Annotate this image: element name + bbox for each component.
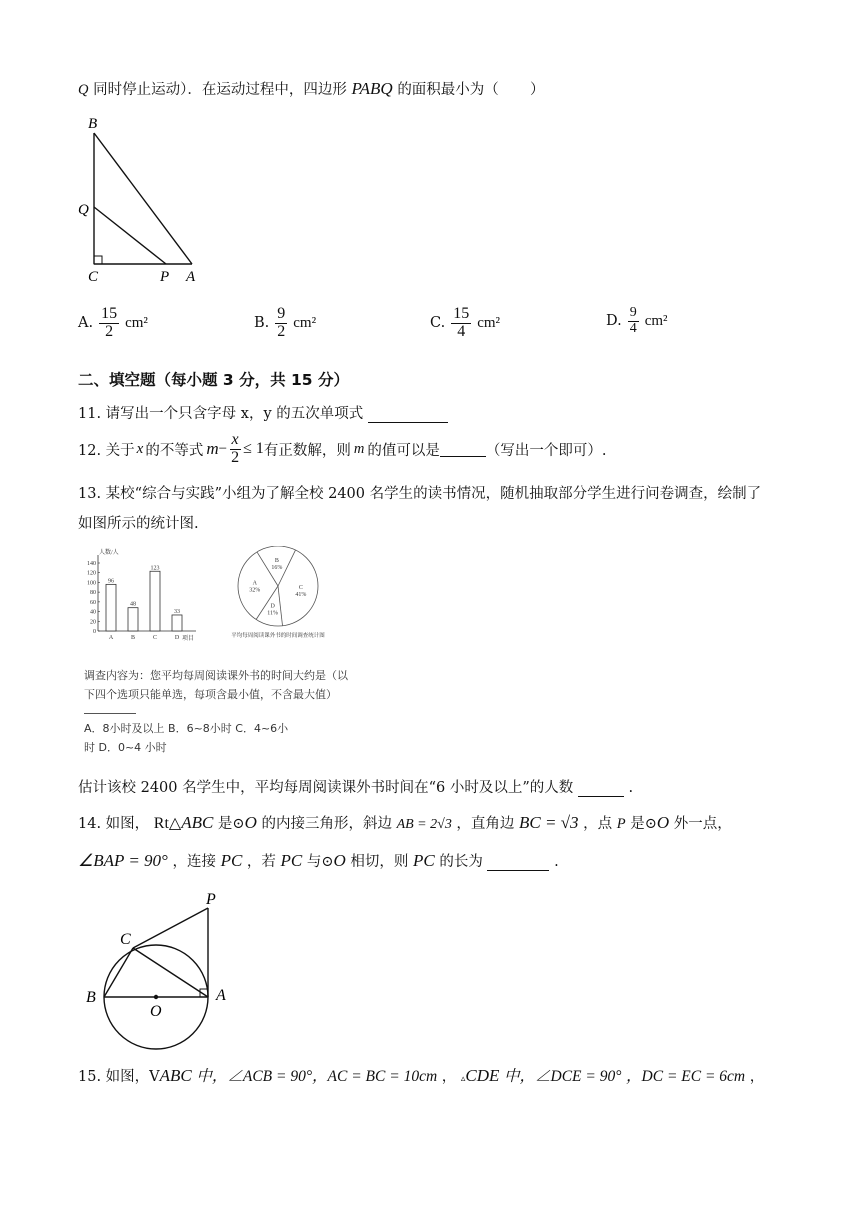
option-a-unit: cm² [125,314,148,331]
bar-B [128,608,138,631]
label-a: A [186,269,196,285]
q14-text-l: 的长为 [439,854,483,870]
bar-x-axis-label: 项目 [182,636,195,642]
var-p: P [616,816,626,832]
rt-triangle: Rt△ [153,815,182,832]
var-o2: O [656,813,670,832]
survey-line3: A．8小时及以上 B．6~8小时 C．4~6小 [84,722,289,735]
option-b-unit: cm² [293,314,317,331]
label-p2: P [206,891,216,908]
bar-y-tick-label: 140 [87,561,96,567]
q15-text-d: 中，∠DCE = 90° [504,1068,622,1085]
label-o2: O [150,1003,162,1020]
bar-value-label: 33 [174,608,180,615]
q15-text-e: ，DC = EC = 6cm [626,1068,746,1085]
q14-text-d: ，直角边 [456,816,515,832]
q13-line2: 如图所示的统计图. [78,516,199,532]
q11-text: 11. 请写出一个只含字母 x，y 的五次单项式 [78,406,364,422]
bar-y-axis-label: 人数/人 [99,550,119,556]
minus-sign: − [218,440,228,457]
option-d-letter: D. [606,313,622,330]
survey-line4: 时 D．0~4 小时 [84,741,167,754]
bar-y-tick-label: 60 [90,599,96,606]
bar-category-label: D [174,635,180,641]
section-heading: 二、填空题（每小题 3 分，共 15 分） [78,371,349,389]
bar-y-tick-label: 120 [87,570,96,577]
label-a2: A [216,987,226,1004]
label-p: P [160,269,170,285]
pie-label: B [274,557,279,564]
pie-value-label: 41% [295,591,307,598]
var-pc2: PC [280,851,303,870]
q14-text-end: . [554,854,559,870]
q13-question-end: . [628,780,634,796]
bar-category-label: B [130,635,136,641]
bar-y-tick-label: 80 [90,590,96,597]
q12-mid2: 有正数解，则 [263,442,351,459]
q14-text-j: 与⊙ [306,854,334,870]
var-m: m [206,439,219,459]
option-a[interactable] [78,306,148,341]
ab-equation: AB = 2√3 [396,817,452,832]
label-q: Q [78,202,89,218]
q14-text-e: ，点 [583,816,613,832]
pie-value-label: 32% [249,587,261,594]
option-d-fraction: $\frac{9}{4}$ [629,305,637,336]
q12-answer-blank[interactable] [440,442,486,457]
pie-value-label: 16% [271,564,283,571]
bar-chart [82,545,212,645]
pie-value-label: 11% [267,610,279,617]
survey-line1: 调查内容为：您平均每周阅读课外书的时间大约是（以 [84,669,348,682]
q14-text-i: ，若 [246,854,276,870]
option-c-letter: C. [430,315,446,332]
bar-value-label: 96 [108,578,114,585]
q14-circle-figure [80,886,250,1056]
option-c-fraction: $\frac{15}{4}$ [453,305,470,340]
bar-category-label: A [108,635,114,641]
var-x: x [136,440,144,457]
q10-text-a: 同时停止运动）．在运动过程中，四边形 [93,82,347,98]
q14-text-f: 是⊙ [630,816,657,832]
q13-question-text: 估计该校 2400 名学生中，平均每周阅读课外书时间在“6 小时及以上”的人数 [78,780,574,796]
q15-text-a: 15. 如图，V [78,1069,160,1085]
option-b[interactable] [254,306,316,341]
survey-line2: 下四个选项只能单选，每项含最小值，不含最大值） [84,688,337,701]
bar-value-label: 123 [150,565,160,572]
option-d[interactable] [606,306,668,336]
q12-mid3: 的值可以是 [367,442,440,459]
q14-line1 [78,812,732,833]
var-q: Q [78,82,89,98]
angle-bap: ∠BAP = 90° [78,851,168,870]
q10-stem-tail [78,78,545,99]
q14-text-b: 是⊙ [217,816,245,832]
bar-y-tick-label: 0 [93,629,96,635]
label-b: B [88,116,98,132]
q14-text-c: 的内接三角形，斜边 [261,816,392,832]
q11-answer-blank[interactable] [368,408,448,423]
bar-y-tick-label: 20 [90,619,96,626]
bc-equation: BC = √3 [519,813,579,832]
q14-answer-blank[interactable] [487,856,549,871]
bar-value-label: 48 [130,601,136,608]
pie-chart [226,546,346,646]
bar-y-tick-label: 100 [87,580,96,587]
q13-line1: 13. 某校“综合与实践”小组为了解全校 2400 名学生的读书情况，随机抽取部分学生进行问卷调查，绘制了 [78,486,762,502]
label-c2: C [120,931,131,948]
pie-label: C [298,584,303,591]
q12-mid1: 的不等式 [145,442,204,459]
q10-triangle-figure [74,108,214,288]
option-c[interactable] [430,306,500,341]
option-c-unit: cm² [477,314,501,331]
bar-y-tick-label: 40 [90,609,96,616]
pie-label: A [252,580,257,587]
q12-fraction: $\frac{x}{2}$ [231,431,240,466]
option-a-letter: A. [78,315,94,332]
q13-question [78,776,633,797]
q14-line2 [78,850,559,871]
q15-text-c: ， [441,1069,457,1085]
q15-text-f: ， [749,1069,765,1085]
var-pabq: PABQ [351,79,393,98]
var-o3: O [333,851,346,870]
pie-label: D [270,603,275,610]
var-cde: CDE [465,1066,500,1085]
q14-text-h: ，连接 [172,854,216,870]
leq-one: ≤ 1 [243,440,264,458]
q15-text-b: 中，∠ACB = 90°，AC = BC = 10cm [196,1068,438,1085]
option-b-fraction: $\frac{9}{2}$ [277,305,286,340]
var-pc3: PC [413,851,435,870]
q10-text-c: ） [530,82,545,98]
q14-text-a: 14. 如图， [78,816,150,832]
survey-divider [84,713,136,714]
var-m2: m [353,440,365,457]
var-o: O [244,813,257,832]
label-b2: B [86,989,96,1006]
bar-A [106,584,116,631]
q12-suffix: （写出一个即可）. [485,442,607,459]
var-abc2: ABC [159,1066,192,1085]
option-b-letter: B. [254,315,270,332]
pie-title: 平均每周阅读课外书的时间调查统计图 [231,633,325,639]
q13-answer-blank[interactable] [578,782,624,797]
q14-text-g: 外一点， [673,816,732,832]
bar-C [150,571,160,631]
small-triangle: ▵ [460,1074,466,1084]
option-a-fraction: $\frac{15}{2}$ [101,305,118,340]
var-abc: ABC [181,813,214,832]
bar-category-label: C [152,635,158,641]
bar-D [172,615,182,631]
q12 [78,432,606,467]
option-d-unit: cm² [644,312,668,329]
q14-text-k: 相切，则 [350,854,409,870]
q12-prefix: 12. 关于 [78,442,135,459]
q15 [78,1064,764,1086]
var-pc: PC [220,851,243,870]
q10-text-b: 的面积最小为（ [397,82,499,98]
q11 [78,402,448,423]
label-c: C [88,269,99,285]
